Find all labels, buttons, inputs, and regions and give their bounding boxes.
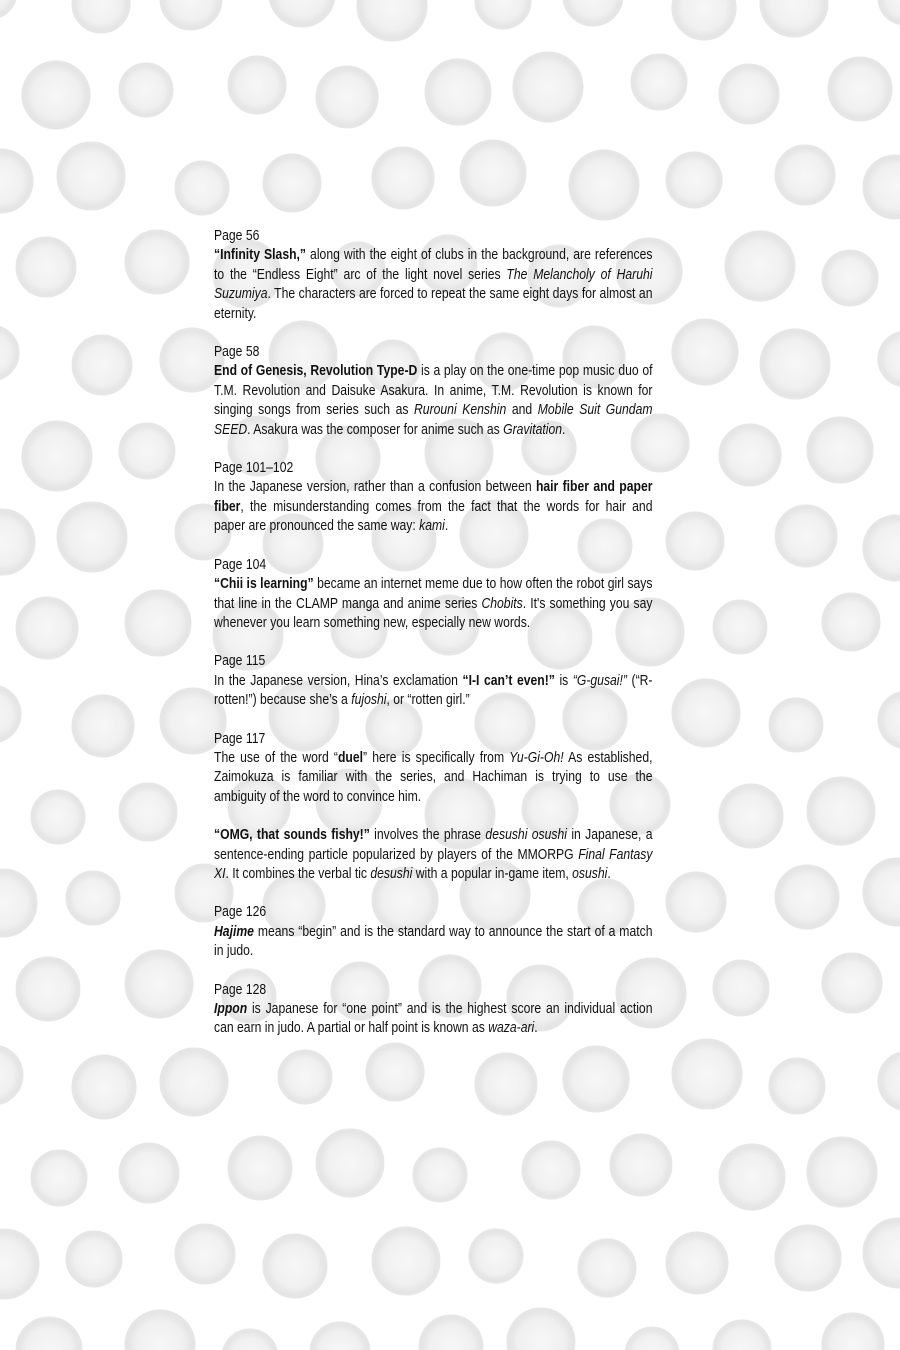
note-block [214, 227, 652, 324]
background-dot [714, 961, 768, 1015]
background-dot [673, 1040, 741, 1108]
background-dot [570, 151, 638, 219]
background-dot [864, 516, 900, 580]
text-run: The use of the word “ [214, 749, 338, 766]
background-dot [229, 57, 285, 113]
background-dot [0, 150, 32, 212]
background-dot [317, 1130, 383, 1196]
emphasized-term: Yu-Gi-Oh! [509, 749, 564, 766]
background-dot [864, 156, 900, 218]
text-run: in Japanese, a sentence-ending particle popularized by players of the MMORPG [214, 827, 653, 863]
emphasized-term: Mobile Suit Gundam SEED [214, 402, 653, 438]
background-dot [120, 784, 176, 840]
background-dot [508, 1309, 574, 1350]
text-run: is [554, 672, 573, 689]
emphasized-term: duel [337, 749, 363, 766]
note-text [214, 923, 652, 962]
background-dot [864, 859, 900, 925]
emphasized-term: Rurouni Kenshin [414, 402, 507, 419]
note-block [214, 343, 652, 440]
background-dot [67, 872, 119, 924]
background-dot [311, 1323, 369, 1350]
background-dot [358, 0, 426, 40]
emphasized-term: Ippon [214, 1001, 248, 1017]
background-dot [426, 60, 490, 124]
text-run: , the misunderstanding comes from the fact that the words for hair and paper are pronounced the same way: [214, 498, 653, 535]
background-dot [667, 513, 723, 569]
background-dot [23, 422, 91, 490]
background-dot [461, 141, 525, 205]
note-block [214, 459, 652, 537]
background-dot [373, 148, 433, 208]
emphasized-term: osushi [572, 865, 608, 882]
background-dot [0, 0, 16, 18]
background-dot [823, 594, 879, 650]
background-dot [720, 785, 782, 847]
background-dot [67, 1232, 121, 1286]
background-dot [823, 251, 877, 305]
note-text [214, 362, 652, 440]
background-dot [823, 1314, 883, 1350]
background-dot [667, 1233, 727, 1293]
emphasized-term: Final Fantasy XI [214, 846, 653, 882]
background-dot [58, 503, 126, 571]
background-dot [126, 591, 190, 655]
text-run: and [506, 402, 538, 419]
background-dot [770, 1059, 824, 1113]
background-dot [476, 0, 530, 28]
background-dot [126, 231, 188, 293]
background-dot [808, 418, 872, 482]
emphasized-term: End of Genesis, Revolution Type-D [214, 363, 418, 380]
background-dot [73, 1056, 135, 1118]
background-dot [32, 1151, 86, 1205]
emphasized-term: Hajime [214, 923, 254, 940]
text-run: , or “rotten girl.” [386, 692, 470, 709]
page-reference: Page 58 [214, 344, 260, 361]
background-dot [714, 601, 766, 653]
background-dot [761, 330, 829, 398]
background-dot [626, 1328, 678, 1350]
text-run: became an internet meme due to how often the robot girl says that line in the CLAMP manga and anime series [214, 576, 653, 612]
emphasized-term: Chobits [481, 595, 523, 612]
background-dot [176, 1225, 234, 1283]
background-dot [632, 55, 686, 109]
background-dot [0, 1230, 38, 1298]
text-run: . It combines the verbal tic [225, 865, 371, 882]
emphasized-term: desushi [370, 865, 413, 882]
background-dot [120, 424, 174, 478]
note-block [214, 730, 652, 808]
background-dot [879, 0, 900, 24]
background-dot [17, 598, 77, 658]
text-run: . Asakura was the composer for anime such as [247, 421, 504, 438]
emphasized-term: waza-ari [488, 1020, 535, 1037]
text-run: As established, Zaimokuza is familiar with the series, and Hachiman is trying to use the ambiguity of the word to convince him. [214, 749, 653, 805]
note-block [214, 826, 652, 884]
background-dot [808, 1138, 876, 1206]
note-text [214, 749, 652, 807]
background-dot [0, 686, 20, 742]
background-dot [176, 162, 228, 214]
background-dot [32, 791, 84, 843]
emphasized-term: fujoshi [351, 692, 387, 709]
background-dot [0, 326, 18, 380]
page-reference: Page 126 [214, 904, 267, 921]
background-dot [373, 1228, 439, 1294]
text-run: is a play on the one-time pop music duo of T.M. Revolution and Daisuke Asakura. In anime, T.M. Revolution is known for singing songs from series such as [214, 363, 653, 419]
page-reference: Page 56 [214, 228, 260, 244]
emphasized-term: “Infinity Slash,” [214, 247, 307, 264]
emphasized-term: “Chii is learning” [214, 576, 314, 593]
background-dot [523, 1142, 579, 1198]
background-dot [667, 153, 721, 207]
background-dot [120, 64, 172, 116]
translation-notes [214, 227, 652, 1058]
emphasized-term: Gravitation [503, 421, 562, 438]
background-dot [776, 146, 834, 204]
background-dot [770, 699, 822, 751]
background-dot [579, 1240, 635, 1296]
emphasized-term: desushi osushi [485, 827, 567, 844]
background-dot [120, 1144, 178, 1202]
text-run: along with the eight of clubs in the background, are references to the “Endless Eight” arc of the light novel series [214, 247, 653, 283]
background-dot [17, 238, 75, 296]
note-block [214, 556, 652, 634]
background-dot [17, 1318, 81, 1350]
page-reference: Page 101–102 [214, 460, 294, 477]
background-dot [161, 0, 221, 29]
emphasized-term: kami [419, 518, 445, 535]
text-run: . [534, 1020, 538, 1037]
background-dot [564, 0, 622, 25]
background-dot [264, 155, 320, 211]
page-reference: Page 115 [214, 653, 266, 670]
text-run: . [561, 421, 566, 438]
background-dot [879, 692, 900, 748]
note-block [214, 903, 652, 961]
text-run: . The characters are forced to repeat the same eight days for almost an eternity. [214, 286, 653, 322]
background-dot [823, 954, 881, 1012]
background-dot [23, 62, 89, 128]
background-dot [476, 1054, 536, 1114]
background-dot [673, 320, 737, 384]
page-reference: Page 117 [214, 730, 266, 747]
background-dot [673, 680, 739, 746]
emphasized-term: “I-I can’t even!” [462, 672, 555, 689]
background-dot [667, 873, 725, 931]
background-dot [514, 53, 582, 121]
background-dot [808, 778, 874, 844]
background-dot [229, 1137, 291, 1199]
background-dot [17, 958, 79, 1020]
background-dot [776, 506, 836, 566]
text-run: with a popular in-game item, [412, 865, 573, 882]
background-dot [829, 58, 891, 120]
background-dot [126, 951, 192, 1017]
background-dot [470, 1230, 522, 1282]
text-run: (“R-rotten!”) because she’s a [214, 672, 653, 709]
background-dot [223, 1330, 277, 1350]
background-dot [611, 1135, 671, 1195]
background-dot [864, 1219, 900, 1287]
text-run: . [444, 518, 449, 535]
background-dot [73, 696, 133, 756]
text-run: is Japanese for “one point” and is the highest score an individual action can earn in judo. A partial or half point is known as [214, 1001, 653, 1037]
note-text [214, 672, 652, 711]
emphasized-term: The Melancholy of Haruhi Suzumiya [214, 266, 653, 303]
emphasized-term: hair fiber and paper fiber [214, 479, 653, 515]
background-dot [414, 1149, 466, 1201]
text-run: ” here is specifically from [362, 749, 510, 766]
background-dot [73, 336, 131, 394]
background-dot [720, 425, 780, 485]
background-dot [879, 1052, 900, 1110]
background-dot [73, 0, 129, 32]
page-reference: Page 104 [214, 556, 267, 573]
background-dot [776, 866, 838, 928]
background-dot [0, 510, 34, 574]
background-dot [776, 1226, 840, 1290]
background-dot [720, 65, 778, 123]
background-dot [270, 0, 334, 26]
text-run: . [607, 865, 611, 882]
text-run: . It's something you say whenever you learn something new, especially new words. [214, 595, 653, 631]
note-text [214, 575, 652, 633]
note-block [214, 652, 652, 710]
background-dot [317, 67, 377, 127]
background-dot [0, 870, 36, 936]
background-dot [761, 0, 827, 36]
note-text [214, 246, 652, 324]
background-dot [726, 232, 794, 300]
background-dot [126, 1311, 194, 1350]
text-run: In the Japanese version, Hina’s exclamation [214, 672, 463, 689]
background-dot [161, 1049, 227, 1115]
background-dot [673, 0, 735, 39]
background-dot [264, 1235, 326, 1297]
note-text [214, 826, 652, 884]
note-text [214, 478, 652, 536]
emphasized-term: “G-gusai!” [572, 672, 627, 689]
text-run: means “begin” and is the standard way to announce the start of a match in judo. [214, 923, 653, 960]
background-dot [714, 1321, 770, 1350]
note-text [214, 1000, 652, 1039]
emphasized-term: “OMG, that sounds fishy!” [214, 827, 370, 844]
background-dot [0, 1046, 22, 1104]
background-dot [720, 1145, 784, 1209]
page-reference: Page 128 [214, 981, 267, 998]
background-dot [420, 1316, 482, 1350]
background-dot [58, 143, 124, 209]
text-run: involves the phrase [369, 827, 486, 844]
background-dot [279, 1051, 331, 1103]
text-run: In the Japanese version, rather than a confusion between [214, 479, 536, 496]
note-block [214, 981, 652, 1039]
background-dot [879, 332, 900, 386]
